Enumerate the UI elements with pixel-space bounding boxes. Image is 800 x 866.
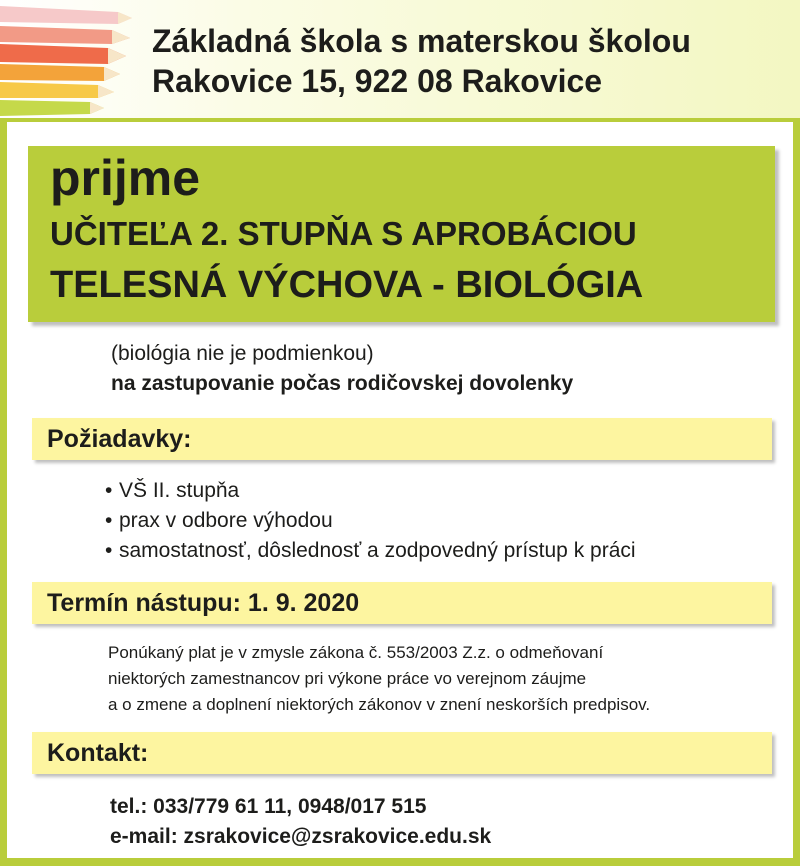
salary-line: niektorých zamestnancov pri výkone práce vo verejnom záujme <box>108 669 587 688</box>
school-address: Rakovice 15, 922 08 Rakovice <box>152 63 603 99</box>
salary-line: a o zmene a doplnení niektorých zákonov v znení neskorších predpisov. <box>108 695 651 714</box>
header <box>0 0 800 122</box>
requirements-heading-bar <box>32 418 772 460</box>
salary-info <box>108 640 650 718</box>
list-item: • prax v odbore výhodou <box>105 509 333 532</box>
contact-email: e-mail: zsrakovice@zsrakovice.edu.sk <box>110 825 492 848</box>
position-title-line1: UČITEĽA 2. STUPŇA S APROBÁCIOU <box>50 215 637 252</box>
position-title-line2: TELESNÁ VÝCHOVA - BIOLÓGIA <box>50 264 644 306</box>
requirement-text: samostatnosť, dôslednosť a zodpovedný prístup k práci <box>119 539 636 562</box>
contact-heading: Kontakt: <box>47 739 149 767</box>
start-date: Termín nástupu: 1. 9. 2020 <box>47 589 360 617</box>
list-item: • VŠ II. stupňa <box>105 479 240 502</box>
requirement-text: VŠ II. stupňa <box>119 479 240 502</box>
salary-line: Ponúkaný plat je v zmysle zákona č. 553/2003 Z.z. o odmeňovaní <box>108 643 604 662</box>
school-name: Základná škola s materskou školou <box>152 23 691 59</box>
position-banner <box>28 146 775 322</box>
contact-heading-bar <box>32 732 772 774</box>
requirements-heading: Požiadavky: <box>47 425 192 453</box>
contact-phone: tel.: 033/779 61 11, 0948/017 515 <box>110 795 427 818</box>
biology-note: (biológia nie je podmienkou) <box>111 342 374 365</box>
requirement-text: prax v odbore výhodou <box>119 509 333 532</box>
requirements-list <box>105 476 636 566</box>
start-date-bar <box>32 582 772 624</box>
position-purpose: na zastupovanie počas rodičovskej dovolenky <box>111 372 574 395</box>
list-item: • samostatnosť, dôslednosť a zodpovedný prístup k práci <box>105 539 636 562</box>
offer-verb: prijme <box>50 150 201 206</box>
contact-details <box>110 792 491 852</box>
colored-pencils-image <box>0 0 150 118</box>
